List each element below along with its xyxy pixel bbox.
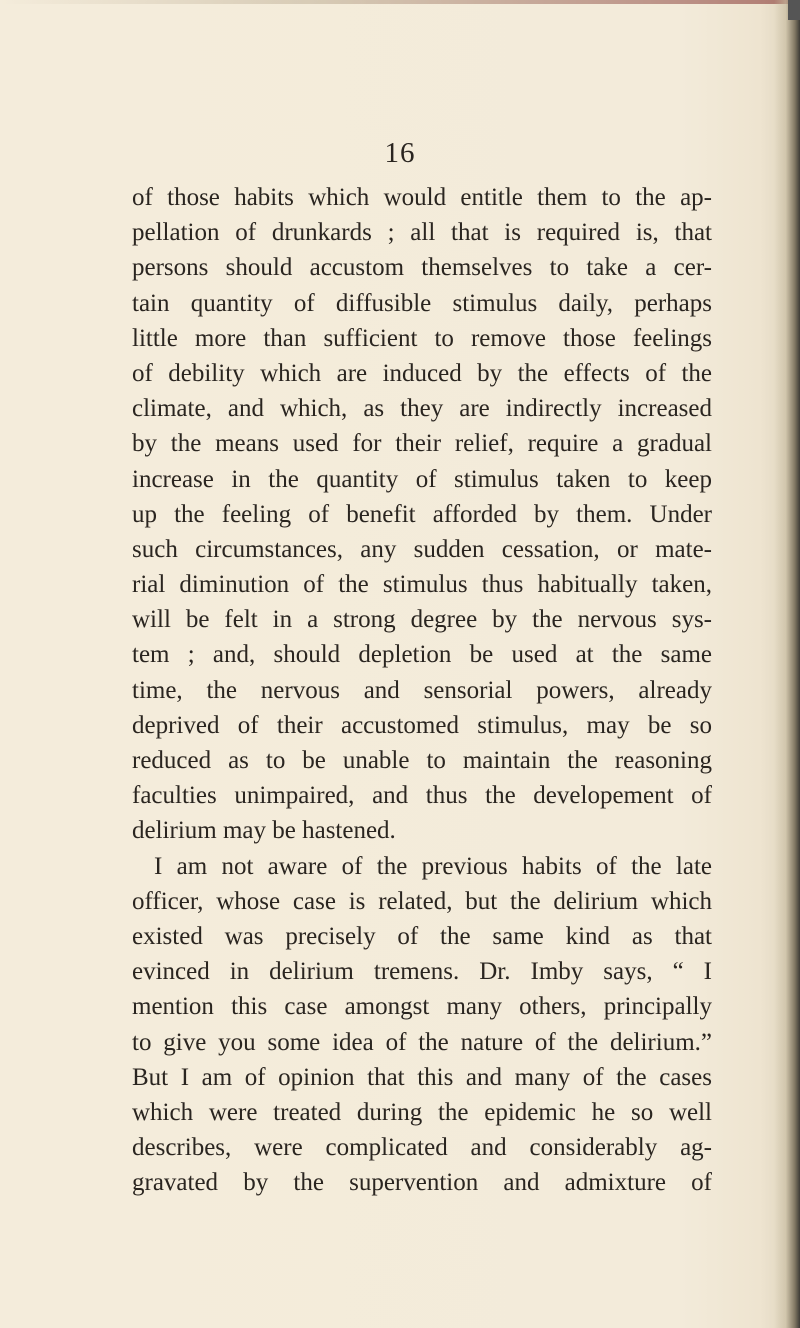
page-top-edge (0, 0, 800, 4)
text-line: tem ; and, should depletion be used at the same (132, 641, 712, 669)
text-line: climate, and which, as they are indirectly increased (132, 395, 712, 423)
text-line: evinced in delirium tremens. Dr. Imby says, “ I (132, 958, 712, 986)
text-line: time, the nervous and sensorial powers, already (132, 676, 712, 704)
text-line: up the feeling of benefit afforded by them. Under (132, 500, 712, 528)
text-line: increase in the quantity of stimulus taken to keep (132, 465, 712, 493)
body-text (132, 180, 712, 1200)
text-line: faculties unimpaired, and thus the developement of (132, 782, 712, 810)
text-line: gravated by the supervention and admixture of (132, 1169, 712, 1197)
text-line: pellation of drunkards ; all that is required is, that (132, 219, 712, 247)
text-line: deprived of their accustomed stimulus, may be so (132, 711, 712, 739)
page-right-edge (774, 0, 800, 1328)
text-line: reduced as to be unable to maintain the reasoning (132, 747, 712, 774)
text-line: of those habits which would entitle them to the ap- (132, 184, 712, 211)
text-line: which were treated during the epidemic he so well (132, 1098, 712, 1126)
page-corner-mark (788, 0, 800, 20)
text-line: by the means used for their relief, require a gradual (132, 430, 712, 458)
text-line: rial diminution of the stimulus thus habitually taken, (132, 571, 712, 599)
text-line: such circumstances, any sudden cessation, or mate- (132, 535, 712, 563)
text-line: persons should accustom themselves to take a cer- (132, 254, 712, 282)
page-number: 16 (384, 137, 416, 169)
text-line: of debility which are induced by the effects of the (132, 359, 712, 387)
text-line: I am not aware of the previous habits of the late (154, 852, 712, 880)
text-line: officer, whose case is related, but the delirium which (132, 887, 712, 915)
text-line: delirium may be hastened. (132, 817, 396, 845)
text-line: tain quantity of diffusible stimulus daily, perhaps (132, 289, 712, 317)
text-line: describes, were complicated and considerably ag- (132, 1134, 712, 1162)
text-line: little more than sufficient to remove those feelings (132, 324, 712, 352)
text-line: existed was precisely of the same kind as that (132, 922, 712, 950)
text-line: will be felt in a strong degree by the nervous sys- (132, 606, 712, 634)
text-line: But I am of opinion that this and many of the cases (132, 1063, 712, 1091)
text-line: to give you some idea of the nature of the delirium.” (132, 1028, 712, 1056)
text-line: mention this case amongst many others, principally (132, 993, 712, 1021)
